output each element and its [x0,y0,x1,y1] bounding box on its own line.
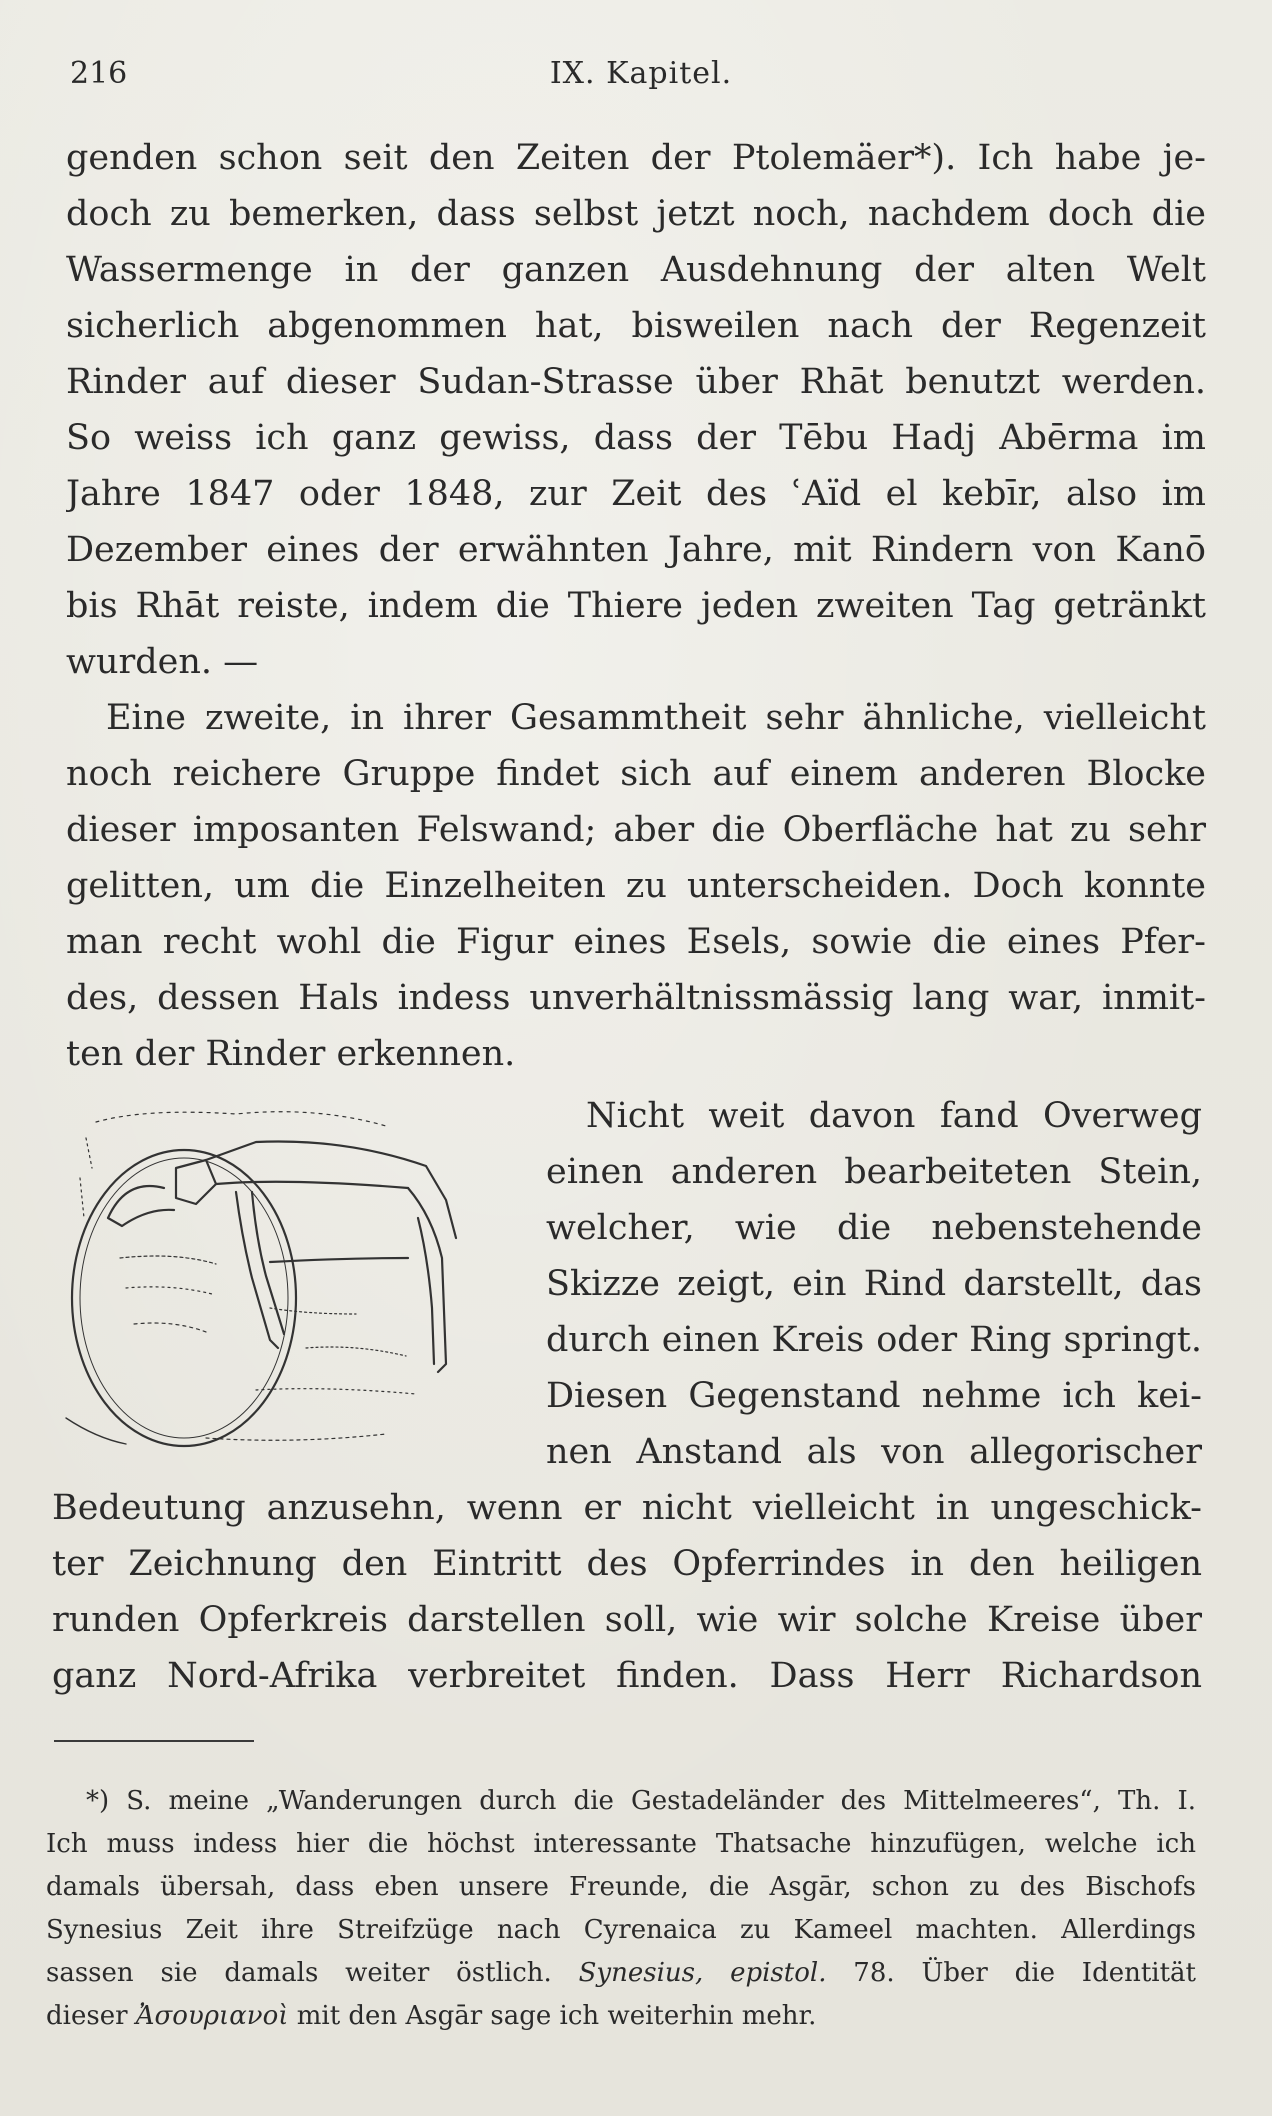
text-line: Diesen Gegenstand nehme ich kei- [546,1376,1202,1416]
text-line: man recht wohl die Figur eines Esels, sowie die eines Pfer- [66,922,1206,962]
text-line: Eine zweite, in ihrer Gesammtheit sehr ähnliche, vielleicht [106,698,1206,738]
text-line: Skizze zeigt, ein Rind darstellt, das [546,1264,1202,1304]
text-line: genden schon seit den Zeiten der Ptolemäer*). Ich habe je- [66,138,1206,178]
text-line: wurden. — [66,642,259,682]
text-line: noch reichere Gruppe findet sich auf einem anderen Blocke [66,754,1206,794]
text-line: Wassermenge in der ganzen Ausdehnung der alten Welt [66,250,1206,290]
citation-italic: Synesius, epistol. [578,1958,827,1988]
text-line: Dezember eines der erwähnten Jahre, mit Rindern von Kanō [66,530,1206,570]
text-line: sicherlich abgenommen hat, bisweilen nach der Regenzeit [66,306,1206,346]
text-line: Bedeutung anzusehn, wenn er nicht vielleicht in ungeschick- [52,1488,1202,1528]
text-line: ter Zeichnung den Eintritt des Opferrindes in den heiligen [52,1544,1202,1584]
greek-term-italic: Ἀσουριανοὶ [135,2001,289,2031]
paragraph-1 [66,130,1206,690]
footnote-separator [54,1740,254,1742]
text-line: bis Rhāt reiste, indem die Thiere jeden zweiten Tag getränkt [66,586,1206,626]
bull-through-ring-illustration [56,1108,516,1458]
footnote-line: damals übersah, dass eben unsere Freunde, die Asgār, schon zu des Bischofs [46,1872,1196,1902]
text-line: ganz Nord-Afrika verbreitet finden. Dass Herr Richardson [52,1656,1202,1696]
footnote-line [46,1995,1196,2038]
paragraph-3-continued [52,1480,1202,1704]
text-line: welcher, wie die nebenstehende [546,1208,1202,1248]
text-line: gelitten, um die Einzelheiten zu unterscheiden. Doch konnte [66,866,1206,906]
text-line: durch einen Kreis oder Ring springt. [546,1320,1202,1360]
footnote-line: *) S. meine „Wanderungen durch die Gestadeländer des Mittelmeeres“, Th. I. [86,1786,1196,1816]
text-line: ten der Rinder erkennen. [66,1034,516,1074]
footnote-line: Synesius Zeit ihre Streifzüge nach Cyrenaica zu Kameel machten. Allerdings [46,1915,1196,1945]
text-line: So weiss ich ganz gewiss, dass der Tēbu Hadj Abērma im [66,418,1206,458]
page-number: 216 [70,56,128,91]
text-line: des, dessen Hals indess unverhältnissmässig lang war, inmit- [66,978,1206,1018]
text-line: einen anderen bearbeiteten Stein, [546,1152,1202,1192]
footnote-text: sassen sie damals weiter östlich. [46,1958,579,1988]
text-line: Rinder auf dieser Sudan-Strasse über Rhāt benutzt werden. [66,362,1206,402]
text-line: runden Opferkreis darstellen soll, wie wir solche Kreise über [52,1600,1202,1640]
footnote-text: 78. Über die Identität [826,1958,1196,1988]
footnote-line [46,1952,1196,1995]
text-line: dieser imposanten Felswand; aber die Oberfläche hat zu sehr [66,810,1206,850]
page-header [70,56,1212,96]
footnote-text: dieser [46,2001,136,2031]
text-line: Nicht weit davon fand Overweg [586,1096,1202,1136]
text-line: nen Anstand als von allegorischer [546,1432,1202,1472]
footnote [46,1780,1196,2038]
text-line: doch zu bemerken, dass selbst jetzt noch, nachdem doch die [66,194,1206,234]
footnote-line: Ich muss indess hier die höchst interessante Thatsache hinzufügen, welche ich [46,1829,1196,1859]
rock-carving-sketch [56,1108,516,1458]
running-head: IX. Kapitel. [549,56,733,91]
paragraph-3-wrapped [546,1088,1202,1480]
footnote-text: mit den Asgār sage ich weiterhin mehr. [288,2001,817,2031]
paragraph-2 [66,690,1206,1082]
text-line: Jahre 1847 oder 1848, zur Zeit des ʿAïd el kebīr, also im [66,474,1206,514]
